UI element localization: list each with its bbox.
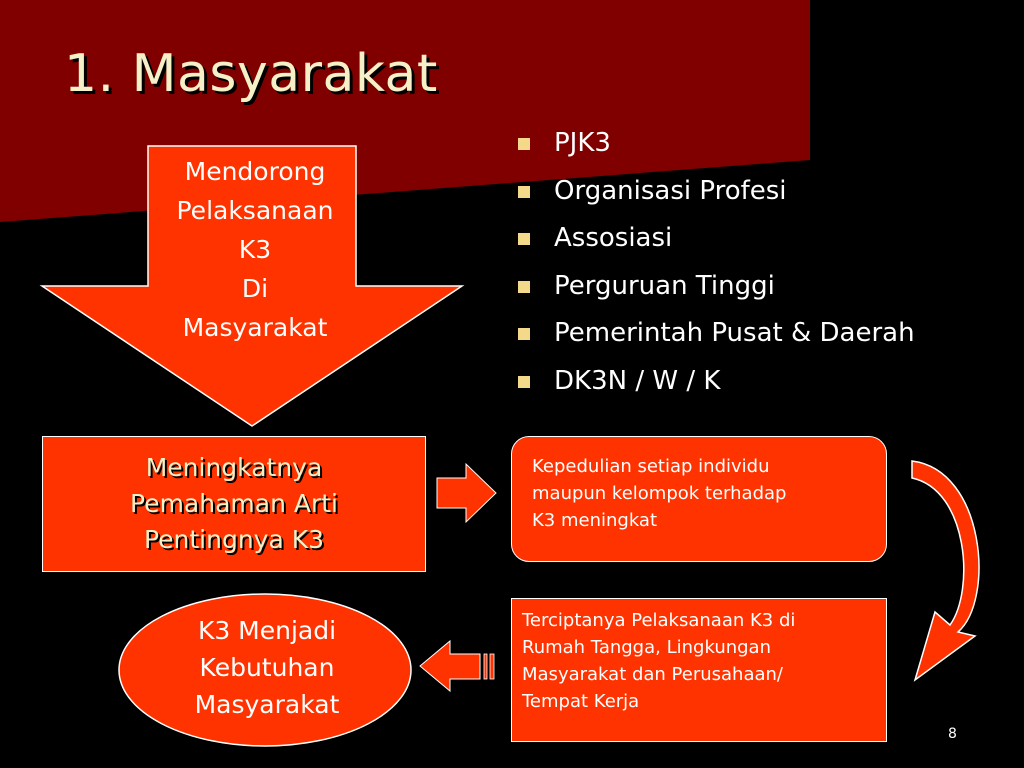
bullet-square-icon bbox=[518, 138, 530, 150]
list-item bbox=[516, 263, 915, 311]
need-ellipse-label: K3 Menjadi Kebutuhan Masyarakat bbox=[194, 616, 340, 719]
list-item-label: Organisasi Profesi bbox=[554, 175, 787, 206]
list-item bbox=[516, 358, 915, 406]
bullet-square-icon bbox=[518, 376, 530, 388]
awareness-box: Kepedulian setiap individu maupun kelompok terhadap K3 meningkat bbox=[511, 436, 887, 562]
list-item-label: PJK3 bbox=[554, 128, 611, 158]
left-arrow-stripe bbox=[484, 654, 487, 679]
understanding-box-label: Meningkatnya Pemahaman Arti Pentingnya K3 bbox=[130, 453, 338, 554]
implementation-box: Terciptanya Pelaksanaan K3 di Rumah Tangga, Lingkungan Masyarakat dan Perusahaan/ Tempat Kerja bbox=[511, 598, 887, 742]
bullet-square-icon bbox=[518, 186, 530, 198]
curved-arrow bbox=[912, 461, 979, 680]
slide-title: 1. Masyarakat bbox=[64, 44, 438, 104]
list-item bbox=[516, 168, 915, 216]
list-item-label: DK3N / W / K bbox=[554, 365, 721, 396]
understanding-box bbox=[42, 436, 426, 572]
down-arrow-label: Mendorong Pelaksanaan K3 Di Masyarakat bbox=[176, 157, 334, 342]
bullet-square-icon bbox=[518, 281, 530, 293]
left-arrow bbox=[420, 641, 480, 691]
list-item bbox=[516, 120, 915, 168]
left-arrow-stripe bbox=[490, 654, 494, 679]
page-number: 8 bbox=[948, 726, 957, 742]
right-arrow bbox=[437, 464, 496, 522]
bullet-square-icon bbox=[518, 233, 530, 245]
list-item-label: Assosiasi bbox=[554, 223, 673, 253]
list-item bbox=[516, 215, 915, 263]
list-item-label: Perguruan Tinggi bbox=[554, 270, 775, 301]
stakeholder-list bbox=[516, 120, 915, 405]
list-item bbox=[516, 310, 915, 358]
list-item-label: Pemerintah Pusat & Daerah bbox=[554, 318, 915, 348]
bullet-square-icon bbox=[518, 328, 530, 340]
